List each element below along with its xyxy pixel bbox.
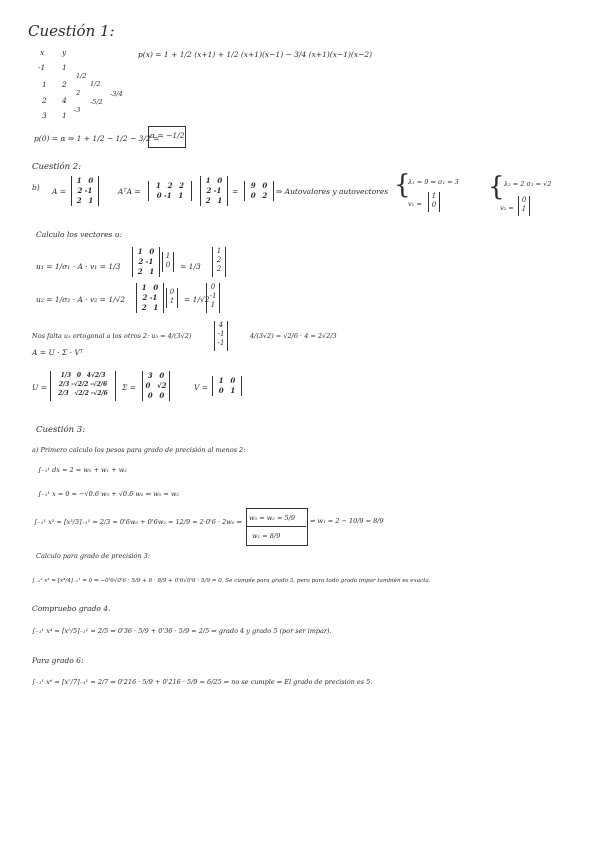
vector-entry: 0: [169, 288, 175, 296]
matrix-AT: [148, 181, 192, 201]
vector-entry: -1: [217, 339, 225, 347]
vector-u1: [212, 247, 226, 277]
matrix-A-copy: [200, 176, 228, 206]
matrix-row: 2/3 -√2/2 -√2/6: [58, 381, 108, 388]
q3-box-w1: w₁ = 8/9: [252, 532, 281, 540]
vector-entry: 4: [218, 321, 224, 329]
vector-entry: 2: [216, 256, 222, 264]
q3-box-w0: w₀ = w₂ = 5/9: [249, 514, 295, 522]
vector-entry: 1: [216, 247, 222, 255]
matrix-row: 1 0: [205, 176, 223, 185]
vector-entry: -1: [217, 330, 225, 338]
q1-row-y: 1: [62, 63, 67, 72]
matrix-row: 1 0: [218, 376, 236, 385]
q3-eq2: ∫₋₁¹ x = 0 = −√0.6 w₀ + √0.6 w₂ ⇒ w₀ = w₂: [38, 490, 180, 498]
matrix-Sigma: [142, 371, 170, 401]
left-brace: {: [394, 170, 411, 200]
matrix-row: 1 0: [137, 247, 155, 256]
q3-eq1: ∫₋₁¹ dx = 2 = w₀ + w₁ + w₂: [38, 466, 127, 474]
q1-diff2: -5/2: [90, 98, 103, 106]
matrix-row: 3 0: [147, 371, 165, 380]
vector-u2: [206, 283, 220, 313]
q2-ATA-label: AᵀA =: [118, 187, 141, 196]
q2-part-b: b): [32, 183, 40, 192]
vector-entry: 1: [169, 297, 175, 305]
q3-title: Cuestión 3:: [36, 425, 86, 435]
vector-v2: [518, 196, 530, 216]
left-brace: {: [488, 172, 505, 202]
matrix-row: 0 0: [147, 391, 165, 400]
vector-u3: [214, 321, 228, 351]
q1-row-x: 2: [42, 96, 47, 105]
vector-entry: 0: [165, 261, 171, 269]
vector-entry: 0: [431, 201, 437, 209]
vector-entry: 0: [210, 283, 216, 291]
matrix-row: 0 √2: [145, 381, 167, 390]
q2-u3-text: Nos falta u₃ ortogonal a los otros 2: u₃ = 4/(3√2): [32, 332, 192, 340]
matrix-A-u1: [132, 247, 160, 277]
q3-deg6: ∫₋₁¹ x⁶ = [x⁷/7]₋₁¹ = 2/7 ⇒ 0'216 · 5/9 + 0'216 · 5/9 = 6/25 ⇒ no se cumple ⇒ El grado de precisión es 5.: [32, 678, 373, 686]
equals-sign: = 1/√2: [184, 295, 210, 304]
q2-eig-text: ⇒ Autovalores y autovectores: [276, 187, 389, 196]
vector-entry: 1: [165, 252, 171, 260]
matrix-V: [212, 376, 242, 396]
q2-title: Cuestión 2:: [32, 162, 82, 172]
q1-row-x: 1: [42, 80, 47, 89]
equals-sign: =: [232, 187, 239, 196]
matrix-row: 2/3 √2/2 -√2/6: [58, 390, 108, 397]
q1-diff1: -3: [74, 106, 81, 114]
q1-row-y: 1: [62, 111, 67, 120]
q2-calc-u: Calculo los vectores u:: [36, 230, 123, 239]
vector-entry: 1: [210, 301, 216, 309]
q3-eq3: ∫₋₁¹ x² = [x³/3]₋₁¹ = 2/3 = 0'6w₀ + 0'6w₂ = 12/9 = 2·0'6 · 2w₀ ⇒: [34, 518, 242, 526]
q1-row-x: 3: [42, 111, 47, 120]
matrix-U: [50, 371, 116, 401]
q1-diff1: 1/2: [76, 72, 87, 80]
matrix-A-u2: [136, 283, 164, 313]
matrix-row: 2 1: [141, 303, 159, 312]
matrix-row: 2 -1: [77, 186, 93, 195]
q1-row-y: 4: [62, 96, 67, 105]
matrix-row: 2 1: [76, 196, 94, 205]
matrix-row: 1 0: [76, 176, 94, 185]
q2-U-label: U =: [32, 383, 47, 392]
q3-w1-result: ⇒ w₁ = 2 − 10/9 = 8/9: [310, 517, 384, 525]
q1-table-header-y: y: [62, 48, 67, 57]
q1-table-header-x: x: [40, 48, 45, 57]
q2-u1-eq: u₁ = 1/σ₁ · A · v₁ = 1/3: [36, 262, 121, 271]
matrix-row: 2 -1: [138, 257, 154, 266]
q3-deg6-title: Para grado 6:: [32, 656, 84, 665]
q1-diff1: 2: [76, 89, 81, 97]
q3-deg4: ∫₋₁¹ x⁴ = [x⁵/5]₋₁¹ = 2/5 ⇒ 0'36 · 5/9 + 0'36 · 5/9 = 2/5 ⇒ grado 4 y grado 5 (por ser impar).: [32, 627, 332, 635]
matrix-row: 1 2 2: [156, 181, 184, 190]
q2-eig1: λ₁ = 9 ⇒ σ₁ = 3: [408, 178, 459, 186]
q1-polynomial: p(x) = 1 + 1/2 (x+1) + 1/2 (x+1)(x−1) − 3/4 (x+1)(x−1)(x−2): [138, 50, 373, 59]
q1-diff3: -3/4: [110, 90, 123, 98]
vector-v1-u1: [162, 252, 174, 272]
matrix-row: 1/3 0 4√2/3: [60, 372, 106, 379]
matrix-row: 1 0: [141, 283, 159, 292]
matrix-row: 2 -1: [142, 293, 158, 302]
q2-S-label: Σ =: [122, 383, 136, 392]
q3-deg3: ∫₋₁¹ x³ = [x⁴/4]₋₁¹ = 0 ⇒ −0'6√0'6 · 5/9 + 0 · 8/9 + 0'6√0'6 · 5/9 = 0. Se cumple para grado 3, pero para todo grado impar también es exacta.: [32, 578, 431, 584]
box-divider: [246, 526, 306, 527]
q1-row-y: 2: [62, 80, 67, 89]
matrix-ATA: [244, 181, 274, 201]
q1-diff2: 1/2: [90, 80, 101, 88]
q3-intro: a) Primero calculo los pesos para grado de precisión al menos 2:: [32, 446, 246, 454]
q1-row-x: -1: [38, 63, 46, 72]
q2-svd: A = U · Σ · Vᵀ: [32, 348, 83, 357]
q2-v1-label: v₁ =: [408, 200, 422, 208]
q3-deg3-title: Calculo para grado de precisión 3:: [36, 552, 150, 560]
matrix-row: 0 1: [218, 386, 236, 395]
matrix-row: 2 -1: [206, 186, 222, 195]
vector-entry: 2: [216, 265, 222, 273]
matrix-row: 0 2: [250, 191, 268, 200]
matrix-row: 9 0: [250, 181, 268, 190]
q1-title: Cuestión 1:: [28, 22, 115, 40]
vector-v2-u2: [166, 288, 178, 308]
vector-entry: -1: [209, 292, 217, 300]
vector-entry: 0: [521, 196, 527, 204]
q2-A-label: A =: [52, 187, 67, 196]
matrix-row: 2 1: [205, 196, 223, 205]
q2-v2-label: v₂ =: [500, 204, 514, 212]
matrix-row: 2 1: [137, 267, 155, 276]
vector-v1: [428, 192, 440, 212]
q3-deg4-title: Compruebo grado 4.: [32, 604, 111, 613]
q1-answer: α = −1/2: [150, 131, 185, 140]
q2-eig2: λ₂ = 2 σ₂ = √2: [504, 180, 552, 188]
q2-V-label: V =: [194, 383, 209, 392]
q1-condition: p(0) = α ⇒ 1 + 1/2 − 1/2 − 3/2 =: [34, 134, 160, 143]
equals-sign: = 1/3: [180, 262, 201, 271]
q2-u3-calc: 4/(3√2) = √2/6 · 4 = 2√2/3: [250, 332, 337, 340]
matrix-row: 0 -1 1: [156, 191, 184, 200]
q2-u2-eq: u₂ = 1/σ₂ · A · v₂ = 1/√2: [36, 295, 126, 304]
matrix-A: [71, 176, 99, 206]
vector-entry: 1: [431, 192, 437, 200]
vector-entry: 1: [521, 205, 527, 213]
